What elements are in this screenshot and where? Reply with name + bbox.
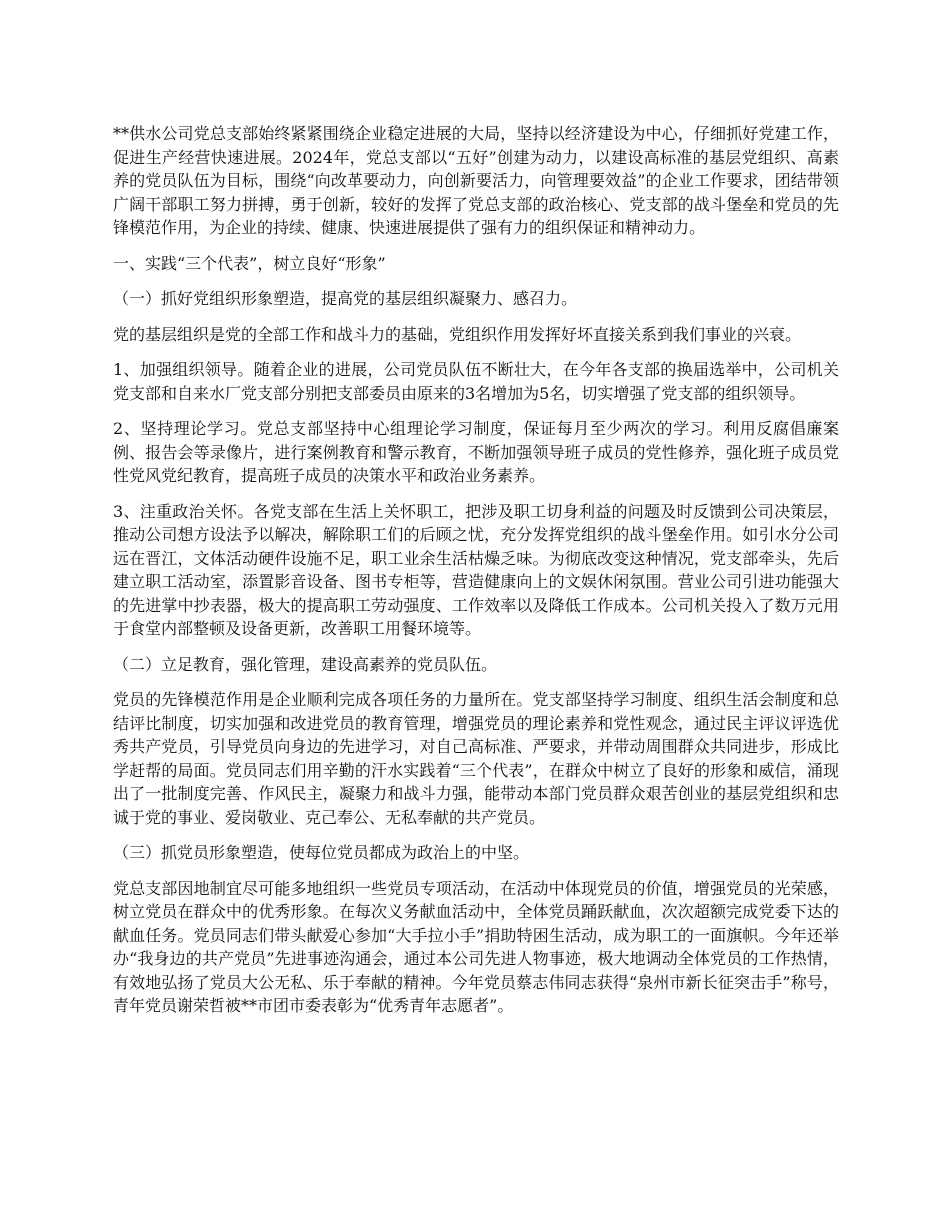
subsection-heading-3: （三）抓党员形象塑造，使每位党员都成为政治上的中坚。	[113, 843, 530, 862]
list-item-2: 2、坚持理论学习。党总支部坚持中心组理论学习制度，保证每月至少两次的学习。利用反腐倡廉案例、报告会等录像片，进行案例教育和警示教育，不断加强领导班子成员的党性修养，强化班子成员党性党风党纪教育，提高班子成员的决策水平和政治业务素养。	[113, 419, 839, 485]
body-paragraph: 党总支部因地制宜尽可能多地组织一些党员专项活动，在活动中体现党员的价值，增强党员的光荣感，树立党员在群众中的优秀形象。在每次义务献血活动中，全体党员踊跃献血，次次超额完成党委下达的献血任务。党员同志们带头献爱心参加“大手拉小手”捐助特困生活动，成为职工的一面旗帜。今年还举办“我身边的共产党员”先进事迹沟通会，通过本公司先进人物事迹，极大地调动全体党员的工作热情，有效地弘扬了党员大公无私、乐于奉献的精神。今年党员蔡志伟同志获得“泉州市新长征突击手”称号，青年党员谢荣哲被**市团市委表彰为“优秀青年志愿者”。	[113, 878, 839, 1015]
document-page	[113, 122, 839, 1030]
body-paragraph: 党的基层组织是党的全部工作和战斗力的基础，党组织作用发挥好坏直接关系到我们事业的兴衰。	[113, 324, 802, 344]
intro-paragraph: **供水公司党总支部始终紧紧围绕企业稳定进展的大局，坚持以经济建设为中心，仔细抓好党建工作，促进生产经营快速进展。2024年，党总支部以“五好”创建为动力，以建设高标准的基层党组织、高素养的党员队伍为目标，围绕“向改革要动力，向创新要活力，向管理要效益”的企业工作要求，团结带领广阔干部职工努力拼搏，勇于创新，较好的发挥了党总支部的政治核心、党支部的战斗堡垒和党员的先锋模范作用，为企业的持续、健康、快速进展提供了强有力的组织保证和精神动力。	[113, 124, 839, 237]
list-item-3: 3、注重政治关怀。各党支部在生活上关怀职工，把涉及职工切身利益的问题及时反馈到公司决策层，推动公司想方设法予以解决，解除职工们的后顾之忧，充分发挥党组织的战斗堡垒作用。如引水分公司远在晋江，文体活动硬件设施不足，职工业余生活枯燥乏味。为彻底改变这种情况，党支部牵头，先后建立职工活动室，添置影音设备、图书专柜等，营造健康向上的文娱休闲氛围。营业公司引进功能强大的先进掌中抄表器，极大的提高职工劳动强度、工作效率以及降低工作成本。公司机关投入了数万元用于食堂内部整顿及设备更新，改善职工用餐环境等。	[113, 501, 839, 638]
body-paragraph: 党员的先锋模范作用是企业顺利完成各项任务的力量所在。党支部坚持学习制度、组织生活会制度和总结评比制度，切实加强和改进党员的教育管理，增强党员的理论素养和党性观念，通过民主评议评选优秀共产党员，引导党员向身边的先进学习，对自己高标准、严要求，并带动周围群众共同进步，形成比学赶帮的局面。党员同志们用辛勤的汗水实践着“三个代表”，在群众中树立了良好的形象和威信，涌现出了一批制度完善、作风民主，凝聚力和战斗力强，能带动本部门党员群众艰苦创业的基层党组织和忠诚于党的事业、爱岗敬业、克己奉公、无私奉献的共产党员。	[113, 690, 839, 827]
list-item-1: 1、加强组织领导。随着企业的进展，公司党员队伍不断壮大，在今年各支部的换届选举中，公司机关党支部和自来水厂党支部分别把支部委员由原来的3名增加为5名，切实增强了党支部的组织领导。	[113, 360, 839, 403]
section-heading-1: 一、实践“三个代表”，树立良好“形象”	[113, 253, 386, 273]
subsection-heading-1: （一）抓好党组织形象塑造，提高党的基层组织凝聚力、感召力。	[113, 289, 578, 308]
subsection-heading-2: （二）立足教育，强化管理，建设高素养的党员队伍。	[113, 654, 498, 674]
